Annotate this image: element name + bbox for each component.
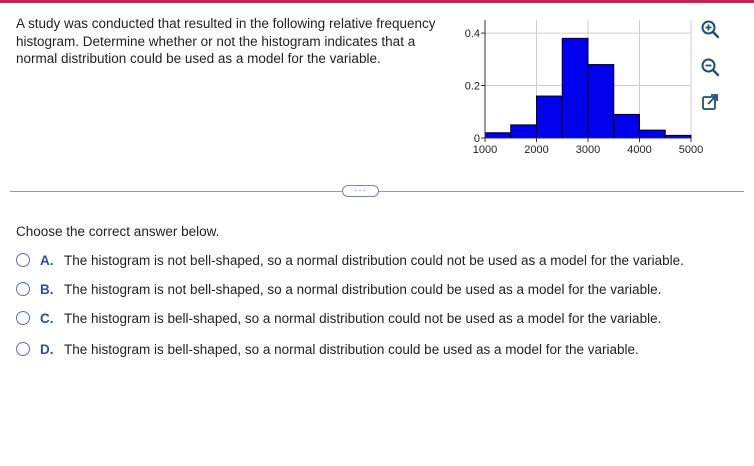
- option-text: The histogram is not bell-shaped, so a normal distribution could not be used as a model for the variable.: [64, 252, 684, 268]
- expand-button[interactable]: [699, 91, 721, 113]
- x-tick-label: 3000: [575, 144, 601, 156]
- option-letter: D.: [40, 341, 54, 357]
- histogram-bar: [562, 38, 588, 138]
- zoom-out-icon: [700, 57, 720, 77]
- radio-button[interactable]: [16, 282, 30, 296]
- question-line: A study was conducted that resulted in the following relative frequency: [16, 16, 436, 31]
- histogram-bar: [588, 65, 614, 138]
- x-tick-label: 1000: [472, 144, 498, 156]
- option-letter: B.: [40, 281, 54, 297]
- option-b[interactable]: [16, 279, 661, 299]
- question-line: histogram. Determine whether or not the histogram indicates that a: [16, 33, 416, 49]
- y-tick-label: 0.4: [464, 28, 480, 41]
- x-tick-label: 2000: [524, 144, 549, 156]
- option-c[interactable]: [16, 308, 661, 328]
- x-tick-label: 4000: [627, 144, 652, 156]
- more-button[interactable]: ···: [342, 185, 379, 197]
- option-text: The histogram is not bell-shaped, so a normal distribution could be used as a model for the variable.: [64, 281, 662, 297]
- zoom-in-button[interactable]: [699, 18, 721, 40]
- histogram-bar: [614, 114, 640, 138]
- question-line: normal distribution could be used as a model for the variable.: [16, 51, 381, 66]
- zoom-out-button[interactable]: [699, 56, 721, 78]
- section-divider-right: [379, 191, 744, 192]
- radio-button[interactable]: [16, 311, 30, 325]
- option-text: The histogram is bell-shaped, so a normal distribution could not be used as a model for the variable.: [64, 310, 662, 326]
- top-accent-bar: [0, 0, 754, 3]
- answer-prompt: Choose the correct answer below.: [16, 224, 220, 239]
- y-tick-label: 0.2: [464, 80, 480, 93]
- radio-button[interactable]: [16, 342, 30, 356]
- option-text: The histogram is bell-shaped, so a normal distribution could be used as a model for the variable.: [64, 341, 639, 357]
- option-d[interactable]: [16, 339, 639, 359]
- histogram-bar: [485, 133, 511, 138]
- y-tick-label: 0: [473, 133, 480, 145]
- question-text: [16, 15, 466, 68]
- histogram-bar: [640, 130, 666, 138]
- histogram-chart: [448, 20, 704, 160]
- radio-button[interactable]: [16, 253, 30, 267]
- option-letter: A.: [40, 252, 54, 268]
- option-a[interactable]: [16, 250, 684, 270]
- section-divider-left: [10, 191, 342, 192]
- option-letter: C.: [40, 310, 54, 326]
- expand-icon: [700, 92, 720, 112]
- histogram-bar: [511, 125, 537, 138]
- zoom-in-icon: [700, 19, 720, 39]
- x-tick-label: 5000: [678, 144, 704, 156]
- histogram-bar: [537, 96, 563, 138]
